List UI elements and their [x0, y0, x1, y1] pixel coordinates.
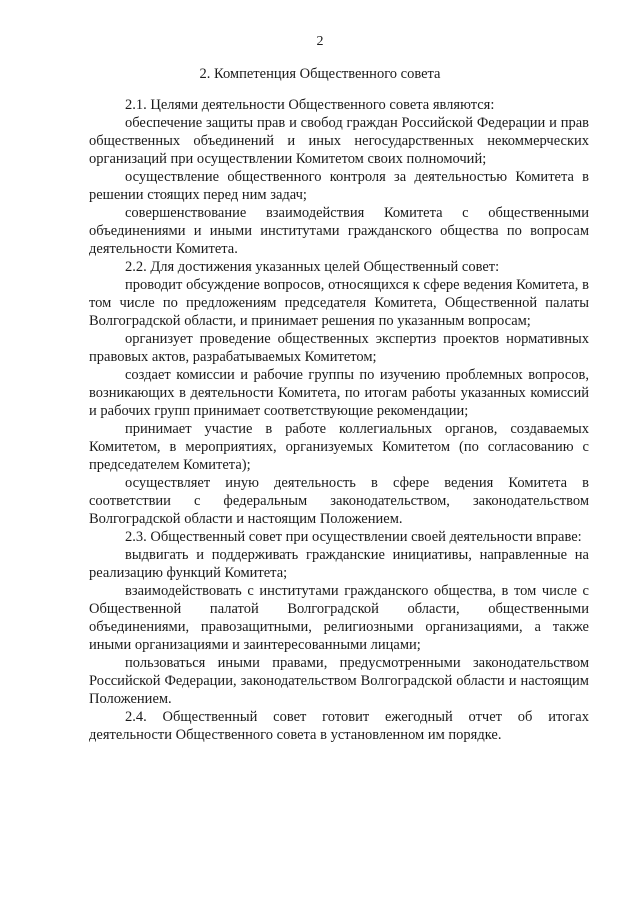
paragraph-control: осуществление общественного контроля за деятельностью Комитета в решении стоящих перед ним задач;	[89, 169, 589, 203]
paragraph-expertise: организует проведение общественных экспертиз проектов нормативных правовых актов, разрабатываемых Комитетом;	[89, 331, 589, 365]
paragraph-interaction: совершенствование взаимодействия Комитета с общественными объединениями и иными институтами гражданского общества по вопросам деятельности Комитета.	[89, 205, 589, 257]
paragraph-2-2: 2.2. Для достижения указанных целей Общественный совет:	[125, 259, 500, 275]
page-number: 2	[316, 34, 324, 49]
paragraph-cooperate: взаимодействовать с институтами гражданского общества, в том числе с Общественной палатой Волгоградской области, общественными объединениями, правозащитными, религиозными организациями, а также иными организациями и заинтересованными лицами;	[89, 583, 589, 653]
paragraph-2-4: 2.4. Общественный совет готовит ежегодный отчет об итогах деятельности Общественного совета в установленном им порядке.	[89, 709, 589, 743]
paragraph-discussion: проводит обсуждение вопросов, относящихся к сфере ведения Комитета, в том числе по предложениям председателя Комитета, Общественной палаты Волгоградской области, и принимает решения по указанным вопросам;	[89, 277, 589, 329]
paragraph-initiatives: выдвигать и поддерживать гражданские инициативы, направленные на реализацию функций Комитета;	[89, 547, 589, 581]
paragraph-other-rights: пользоваться иными правами, предусмотренными законодательством Российской Федерации, законодательством Волгоградской области и настоящим Положением.	[89, 655, 589, 707]
paragraph-2-3: 2.3. Общественный совет при осуществлении своей деятельности вправе:	[125, 529, 582, 545]
section-title: 2. Компетенция Общественного совета	[199, 66, 441, 82]
paragraph-other-activity: осуществляет иную деятельность в сфере ведения Комитета в соответствии с федеральным законодательством, законодательством Волгоградской области и настоящим Положением.	[89, 475, 589, 527]
paragraph-2-1: 2.1. Целями деятельности Общественного совета являются:	[125, 97, 495, 113]
document-body	[89, 96, 589, 744]
paragraph-commissions: создает комиссии и рабочие группы по изучению проблемных вопросов, возникающих в деятельности Комитета, по итогам работы указанных комиссий и рабочих групп принимает соответствующие рекомендации;	[89, 367, 589, 419]
paragraph-participation: принимает участие в работе коллегиальных органов, создаваемых Комитетом, в мероприятиях, организуемых Комитетом (по согласованию с председателем Комитета);	[89, 421, 589, 473]
paragraph-protection: обеспечение защиты прав и свобод граждан Российской Федерации и прав общественных объединений и иных негосударственных некоммерческих организаций при осуществлении Комитетом своих полномочий;	[89, 115, 589, 167]
